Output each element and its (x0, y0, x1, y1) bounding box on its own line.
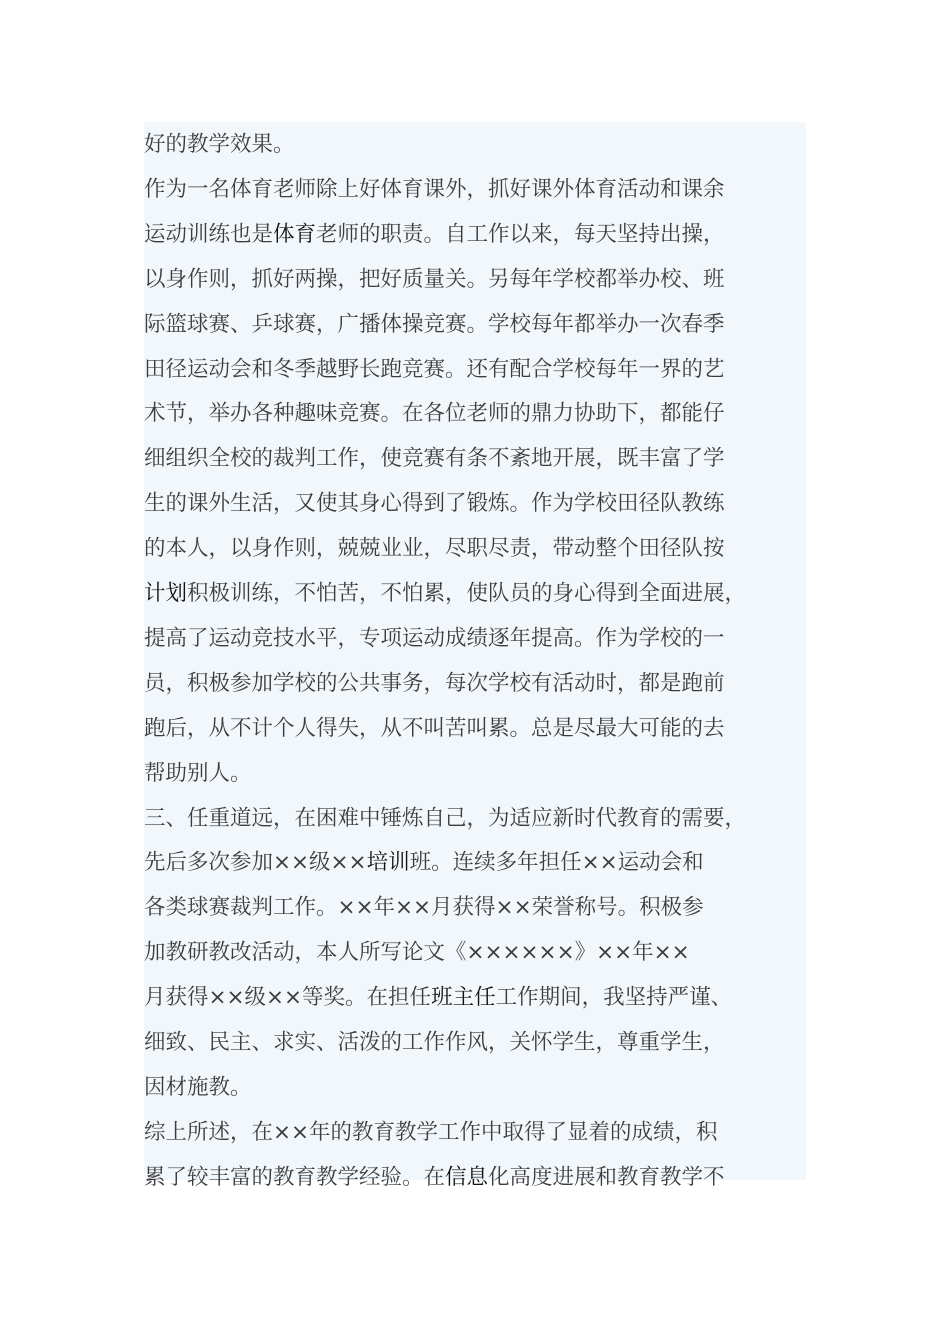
text-line: 提高了运动竞技水平，专项运动成绩逐年提高。作为学校的一 (144, 625, 725, 651)
text-segment: 运动训练也是 (144, 221, 274, 247)
text-line: 细致、民主、求实、活泼的工作作风，关怀学生，尊重学生， (144, 1030, 725, 1055)
text-line: 生的课外生活，又使其身心得到了锻炼。作为学校田径队教练 (144, 491, 725, 517)
text-line (144, 840, 704, 885)
text-line: 员，积极参加学校的公共事务，每次学校有活动时，都是跑前 (144, 670, 725, 696)
text-segment: 积极训练，不怕苦，不怕累，使队员的身心得到全面进展， (187, 581, 747, 606)
text-line: 术节，举办各种趣味竞赛。在各位老师的鼎力协助下，都能仔 (144, 401, 725, 427)
text-line: 作为一名体育老师除上好体育课外，抓好课外体育活动和课余 (144, 176, 725, 202)
text-line: 际篮球赛、乒球赛，广播体操竞赛。学校每年都举办一次春季 (144, 311, 725, 337)
text-line: 细组织全校的裁判工作，使竞赛有条不紊地开展，既丰富了学 (144, 446, 725, 472)
text-line (144, 571, 746, 616)
keyword-link: 计划 (144, 581, 188, 606)
text-line: 综上所述，在××年的教育教学工作中取得了显着的成绩，积 (144, 1119, 718, 1145)
text-line (144, 212, 725, 257)
text-line: 跑后，从不计个人得失，从不叫苦叫累。总是尽最大可能的去 (144, 715, 725, 741)
keyword-link: 培训 (366, 850, 410, 876)
text-segment: 月获得××级××等奖。在担任 (144, 985, 432, 1011)
keyword-link: 体育 (273, 221, 317, 247)
text-segment: 班。连续多年担任××运动会和 (409, 850, 704, 876)
keyword-link: 信息 (445, 1164, 489, 1190)
text-line (144, 1155, 725, 1200)
text-segment: 化高度进展和教育教学不 (488, 1164, 725, 1190)
text-line: 三、任重道远，在困难中锤炼自己，为适应新时代教育的需要， (144, 805, 747, 831)
text-line: 的本人，以身作则，兢兢业业，尽职尽责，带动整个田径队按 (144, 536, 725, 562)
document-body (144, 122, 806, 1190)
text-segment: 先后多次参加××级×× (144, 850, 367, 876)
text-segment: 老师的职责。自工作以来，每天坚持出操， (316, 221, 725, 247)
text-segment: 累了较丰富的教育教学经验。在 (144, 1164, 446, 1190)
text-line: 因材施教。 (144, 1074, 252, 1100)
text-line (144, 975, 732, 1020)
text-line: 各类球赛裁判工作。××年××月获得××荣誉称号。积极参 (144, 895, 704, 921)
keyword-link: 班主任 (431, 985, 496, 1011)
text-line: 帮助别人。 (144, 760, 252, 786)
text-line: 好的教学效果。 (144, 132, 295, 157)
text-line: 以身作则，抓好两操，把好质量关。另每年学校都举办校、班 (144, 266, 725, 292)
text-line: 加教研教改活动，本人所写论文《××××××》××年×× (144, 940, 690, 966)
text-segment: 工作期间，我坚持严谨、 (495, 985, 733, 1011)
text-line: 田径运动会和冬季越野长跑竞赛。还有配合学校每年一界的艺 (144, 356, 725, 382)
